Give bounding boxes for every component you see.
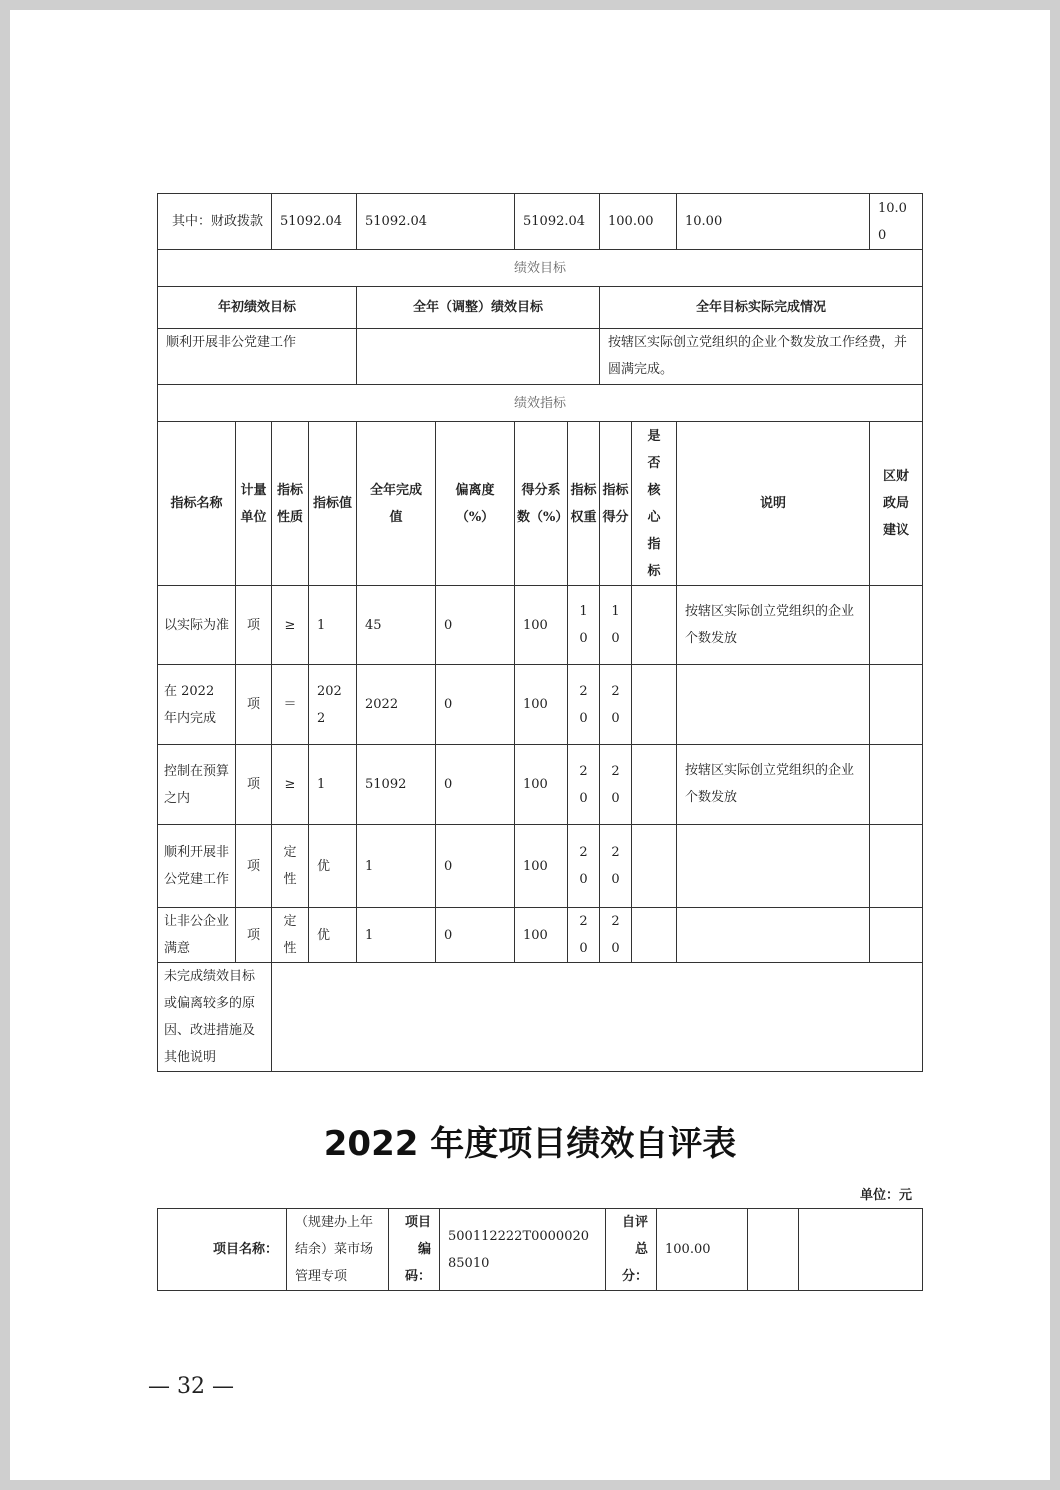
header-name: 指标名称 [158, 422, 236, 586]
indicator-header-row [158, 422, 923, 586]
row-value: 1 [309, 586, 357, 665]
table-row [158, 908, 923, 963]
row-core [632, 745, 677, 825]
row-done: 1 [357, 908, 436, 963]
project-name: （规建办上年结余）菜市场管理专项 [287, 1209, 389, 1291]
row-coef: 100 [515, 665, 568, 745]
goal-header-actual: 全年目标实际完成情况 [600, 287, 923, 329]
self-score-label: 自评总分： [606, 1209, 657, 1291]
goal-actual: 按辖区实际创立党组织的企业个数发放工作经费，并圆满完成。 [600, 329, 923, 385]
row-score: 20 [600, 908, 632, 963]
row-desc [677, 908, 870, 963]
currency-unit: 单位：元 [859, 1188, 912, 1203]
table-row [158, 745, 923, 825]
fiscal-value-4: 100.00 [600, 194, 677, 250]
row-weight: 20 [568, 665, 600, 745]
row-core [632, 665, 677, 745]
fiscal-value-2: 51092.04 [357, 194, 515, 250]
row-weight: 10 [568, 586, 600, 665]
header-dev: 偏离度（%） [436, 422, 515, 586]
project-summary-table [157, 1208, 923, 1291]
indicator-title: 绩效指标 [158, 385, 923, 422]
row-dev: 0 [436, 908, 515, 963]
goal-adjusted [357, 329, 600, 385]
row-name: 让非公企业满意 [158, 908, 236, 963]
header-unit: 计量单位 [236, 422, 272, 586]
row-score: 10 [600, 586, 632, 665]
row-done: 45 [357, 586, 436, 665]
row-done: 51092 [357, 745, 436, 825]
row-done: 1 [357, 825, 436, 908]
row-score: 20 [600, 825, 632, 908]
row-dev: 0 [436, 665, 515, 745]
header-done: 全年完成值 [357, 422, 436, 586]
row-done: 2022 [357, 665, 436, 745]
row-coef: 100 [515, 908, 568, 963]
row-name: 顺利开展非公党建工作 [158, 825, 236, 908]
row-advice [870, 586, 923, 665]
row-score: 20 [600, 665, 632, 745]
row-desc: 按辖区实际创立党组织的企业个数发放 [677, 586, 870, 665]
reason-row [158, 963, 923, 1072]
row-unit: 项 [236, 665, 272, 745]
table-row [158, 825, 923, 908]
goal-header-initial: 年初绩效目标 [158, 287, 357, 329]
row-name: 控制在预算之内 [158, 745, 236, 825]
perf-goal-title: 绩效目标 [158, 250, 923, 287]
header-coef: 得分系数（%） [515, 422, 568, 586]
fiscal-value-6: 10.00 [870, 194, 923, 250]
performance-table [157, 193, 923, 422]
row-dev: 0 [436, 825, 515, 908]
header-score: 指标得分 [600, 422, 632, 586]
project-code: 500112222T000002085010 [440, 1209, 606, 1291]
row-nature: ＝ [272, 665, 309, 745]
table-row [158, 665, 923, 745]
row-name: 以实际为准 [158, 586, 236, 665]
header-nature: 指标性质 [272, 422, 309, 586]
row-core [632, 908, 677, 963]
row-value: 2022 [309, 665, 357, 745]
header-weight: 指标权重 [568, 422, 600, 586]
reason-value [272, 963, 923, 1072]
project-name-label: 项目名称： [158, 1209, 287, 1291]
row-unit: 项 [236, 745, 272, 825]
blank-cell-1 [748, 1209, 799, 1291]
row-name: 在 2022 年内完成 [158, 665, 236, 745]
row-desc: 按辖区实际创立党组织的企业个数发放 [677, 745, 870, 825]
self-score: 100.00 [657, 1209, 748, 1291]
blank-cell-2 [799, 1209, 923, 1291]
row-advice [870, 665, 923, 745]
row-weight: 20 [568, 908, 600, 963]
row-desc [677, 665, 870, 745]
row-advice [870, 825, 923, 908]
page-number: — 32 — [148, 1374, 234, 1399]
row-unit: 项 [236, 586, 272, 665]
header-value: 指标值 [309, 422, 357, 586]
project-summary-row [158, 1209, 923, 1291]
row-dev: 0 [436, 745, 515, 825]
goal-header-adjusted: 全年（调整）绩效目标 [357, 287, 600, 329]
row-advice [870, 745, 923, 825]
row-coef: 100 [515, 745, 568, 825]
form-title: 2022 年度项目绩效自评表 [323, 1124, 737, 1164]
header-core: 是否核心指标 [632, 422, 677, 586]
goal-value-row [158, 329, 923, 385]
fiscal-value-5: 10.00 [677, 194, 870, 250]
row-dev: 0 [436, 586, 515, 665]
reason-label: 未完成绩效目标或偏离较多的原因、改进措施及其他说明 [158, 963, 272, 1072]
row-core [632, 825, 677, 908]
fiscal-value-3: 51092.04 [515, 194, 600, 250]
row-nature: 定性 [272, 908, 309, 963]
row-nature: ≥ [272, 745, 309, 825]
header-advice: 区财政局建议 [870, 422, 923, 586]
row-desc [677, 825, 870, 908]
row-value: 优 [309, 908, 357, 963]
header-desc: 说明 [677, 422, 870, 586]
row-unit: 项 [236, 825, 272, 908]
table-row [158, 586, 923, 665]
fiscal-row [158, 194, 923, 250]
row-nature: 定性 [272, 825, 309, 908]
row-score: 20 [600, 745, 632, 825]
row-unit: 项 [236, 908, 272, 963]
row-coef: 100 [515, 586, 568, 665]
row-value: 优 [309, 825, 357, 908]
goal-header-row [158, 287, 923, 329]
fiscal-label: 其中：财政拨款 [158, 194, 272, 250]
document-page [10, 10, 1050, 1480]
indicator-table [157, 421, 923, 1072]
goal-initial: 顺利开展非公党建工作 [158, 329, 357, 385]
row-nature: ≥ [272, 586, 309, 665]
row-core [632, 586, 677, 665]
row-weight: 20 [568, 745, 600, 825]
row-value: 1 [309, 745, 357, 825]
row-advice [870, 908, 923, 963]
project-code-label: 项目编码： [389, 1209, 440, 1291]
row-coef: 100 [515, 825, 568, 908]
row-weight: 20 [568, 825, 600, 908]
fiscal-value-1: 51092.04 [272, 194, 357, 250]
